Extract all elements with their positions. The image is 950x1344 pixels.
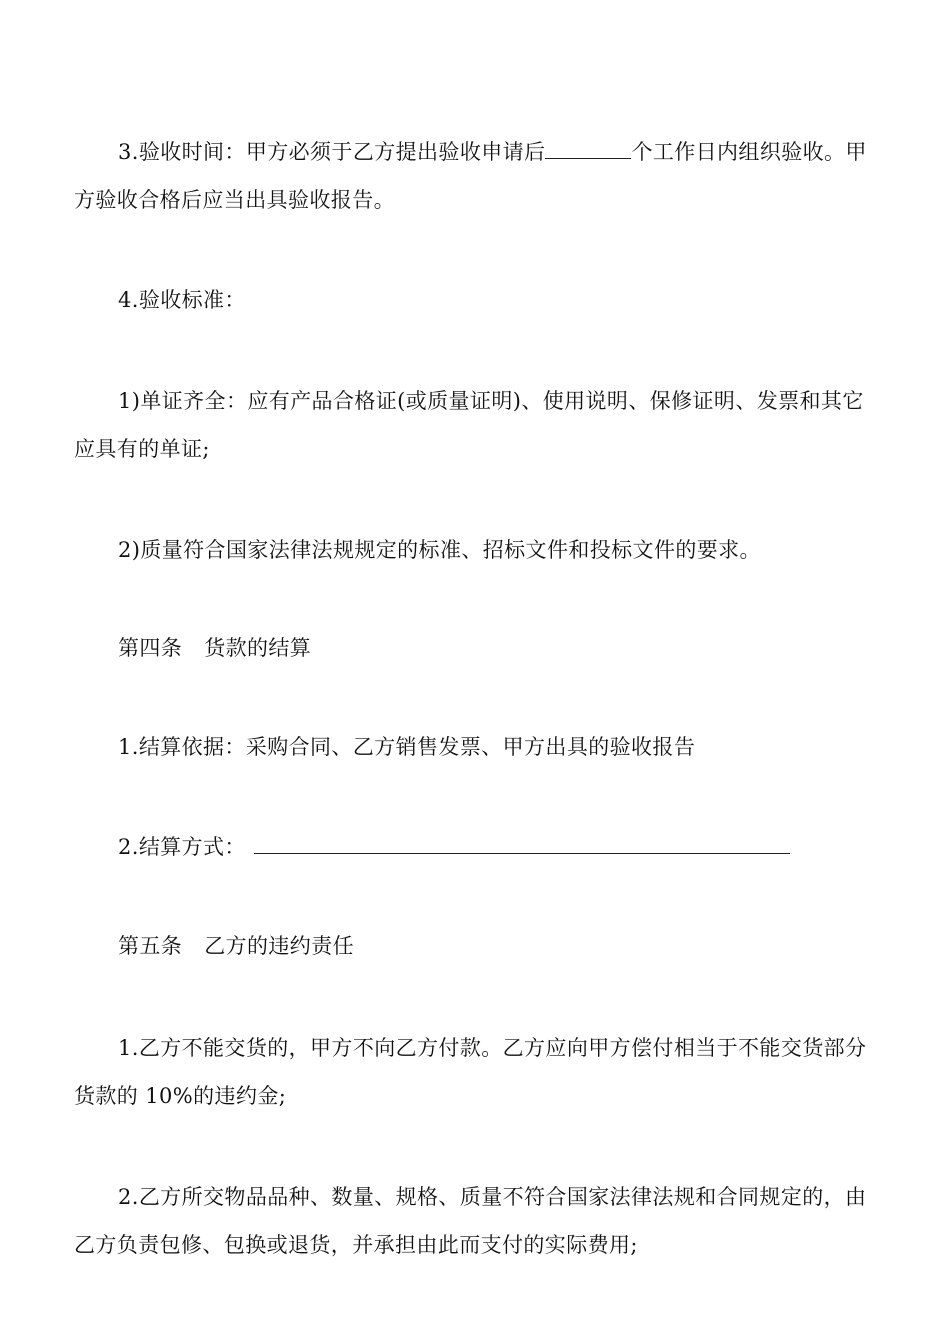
heading-article-four xyxy=(74,624,884,672)
paragraph-settlement-method xyxy=(74,823,884,871)
paragraph-nonconforming-goods: 2.乙方所交物品品种、数量、规格、质量不符合国家法律法规和合同规定的，由乙方负责包修、包换或退货，并承担由此而支付的实际费用; xyxy=(74,1185,867,1257)
settlement-method-blank-field[interactable] xyxy=(254,835,790,854)
article-four-number: 第四条 xyxy=(118,636,183,660)
heading-article-five xyxy=(74,922,884,970)
paragraph-documents-complete: 1)单证齐全：应有产品合格证(或质量证明)、使用说明、保修证明、发票和其它应具有的单证; xyxy=(74,389,864,461)
article-five-title: 乙方的违约责任 xyxy=(204,934,355,958)
paragraph-settlement-basis: 1.结算依据：采购合同、乙方销售发票、甲方出具的验收报告 xyxy=(118,735,696,759)
paragraph-non-delivery: 1.乙方不能交货的，甲方不向乙方付款。乙方应向甲方偿付相当于不能交货部分货款的 10%的违约金; xyxy=(74,1036,867,1108)
acceptance-time-text-cont: 个工作日内组织验收。甲方验收合格后应当出具验收报告。 xyxy=(74,140,867,212)
article-four-title: 货款的结算 xyxy=(204,636,312,660)
paragraph-acceptance-time xyxy=(74,128,884,224)
paragraph-quality-standard: 2)质量符合国家法律法规规定的标准、招标文件和投标文件的要求。 xyxy=(118,538,761,562)
settlement-method-label: 2.结算方式： xyxy=(118,835,246,859)
days-blank-field[interactable] xyxy=(545,140,631,159)
article-five-number: 第五条 xyxy=(118,934,183,958)
paragraph-acceptance-standard: 4.验收标准： xyxy=(118,288,246,312)
acceptance-time-text: 3.验收时间：甲方必须于乙方提出验收申请后 xyxy=(118,140,546,164)
